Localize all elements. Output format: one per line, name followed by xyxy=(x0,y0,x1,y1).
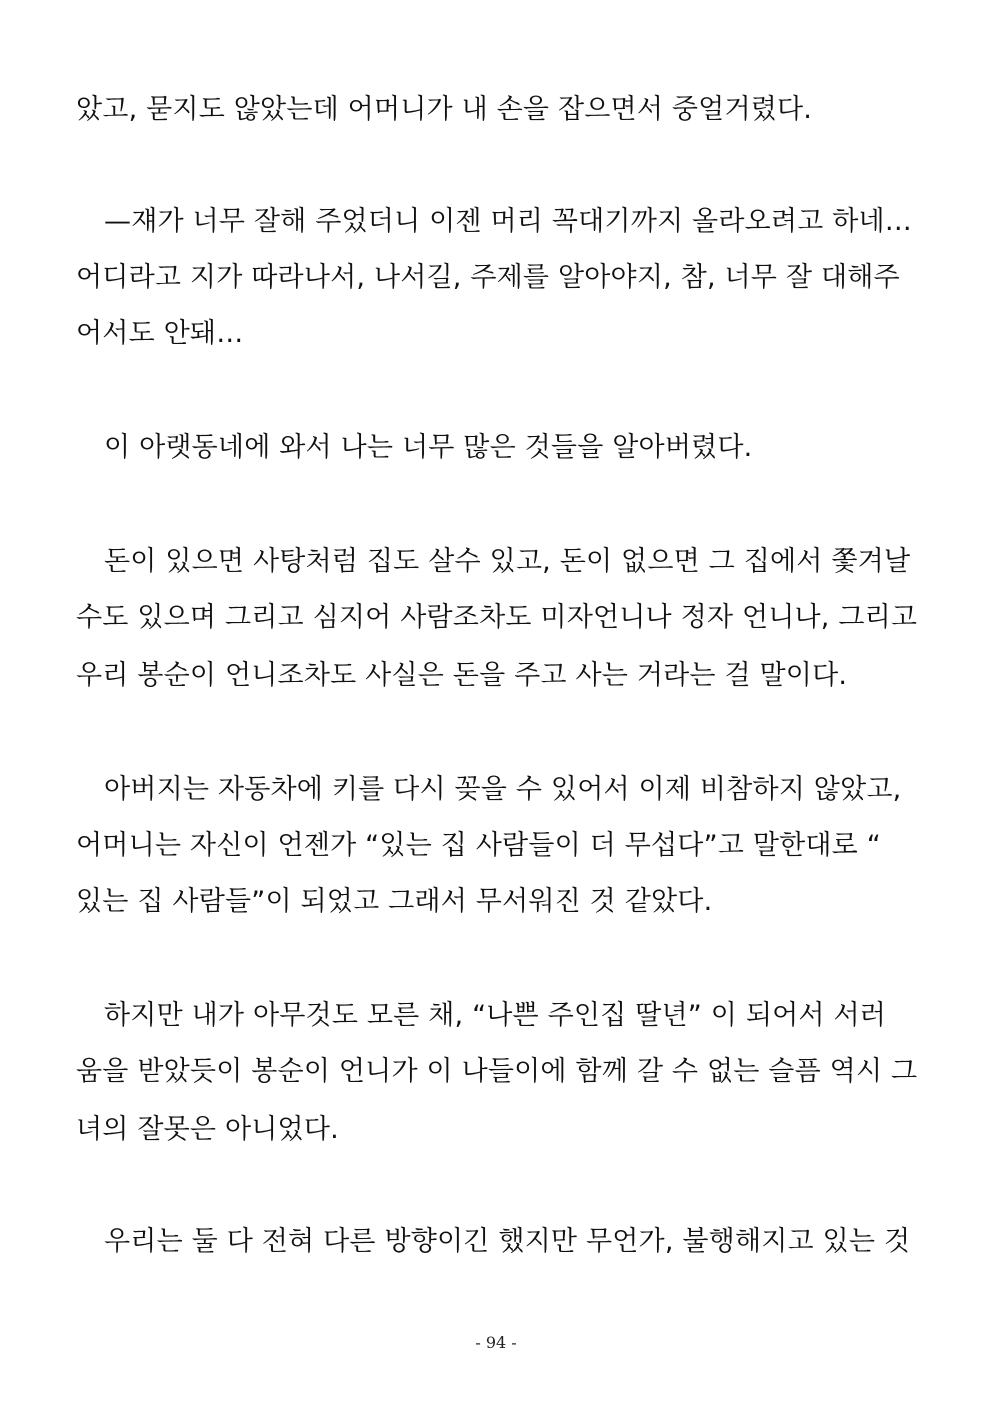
text-line: 하지만 내가 아무것도 모른 채, “나쁜 주인집 딸년” 이 되어서 서러 xyxy=(104,1000,887,1031)
text-line: 았고, 묻지도 않았는데 어머니가 내 손을 잡으면서 중얼거렸다. xyxy=(76,94,813,125)
text-line: 수도 있으며 그리고 심지어 사람조차도 미자언니나 정자 언니나, 그리고 xyxy=(76,602,918,633)
page-number: - 94 - xyxy=(475,1333,517,1352)
text-line: 있는 집 사람들”이 되었고 그래서 무서워진 것 같았다. xyxy=(76,886,713,917)
text-line: 어디라고 지가 따라나서, 나서길, 주제를 알아야지, 참, 너무 잘 대해주 xyxy=(76,262,900,293)
text-line: 움을 받았듯이 봉순이 언니가 이 나들이에 함께 갈 수 없는 슬픔 역시 그 xyxy=(76,1056,918,1087)
text-line: 어서도 안돼… xyxy=(76,318,244,349)
text-line: 아버지는 자동차에 키를 다시 꽂을 수 있어서 이제 비참하지 않았고, xyxy=(104,774,902,805)
text-line: 녀의 잘못은 아니었다. xyxy=(76,1114,339,1145)
text-line: 우리 봉순이 언니조차도 사실은 돈을 주고 사는 거라는 걸 말이다. xyxy=(76,660,848,691)
text-line: —쟤가 너무 잘해 주었더니 이젠 머리 꼭대기까지 올라오려고 하네… xyxy=(104,206,912,237)
text-line: 이 아랫동네에 와서 나는 너무 많은 것들을 알아버렸다. xyxy=(104,432,753,463)
text-line: 돈이 있으면 사탕처럼 집도 살수 있고, 돈이 없으면 그 집에서 쫓겨날 xyxy=(104,546,911,577)
text-line: 어머니는 자신이 언젠가 “있는 집 사람들이 더 무섭다”고 말한대로 “ xyxy=(76,830,881,861)
text-line: 우리는 둘 다 전혀 다른 방향이긴 했지만 무언가, 불행해지고 있는 것 xyxy=(104,1226,911,1257)
